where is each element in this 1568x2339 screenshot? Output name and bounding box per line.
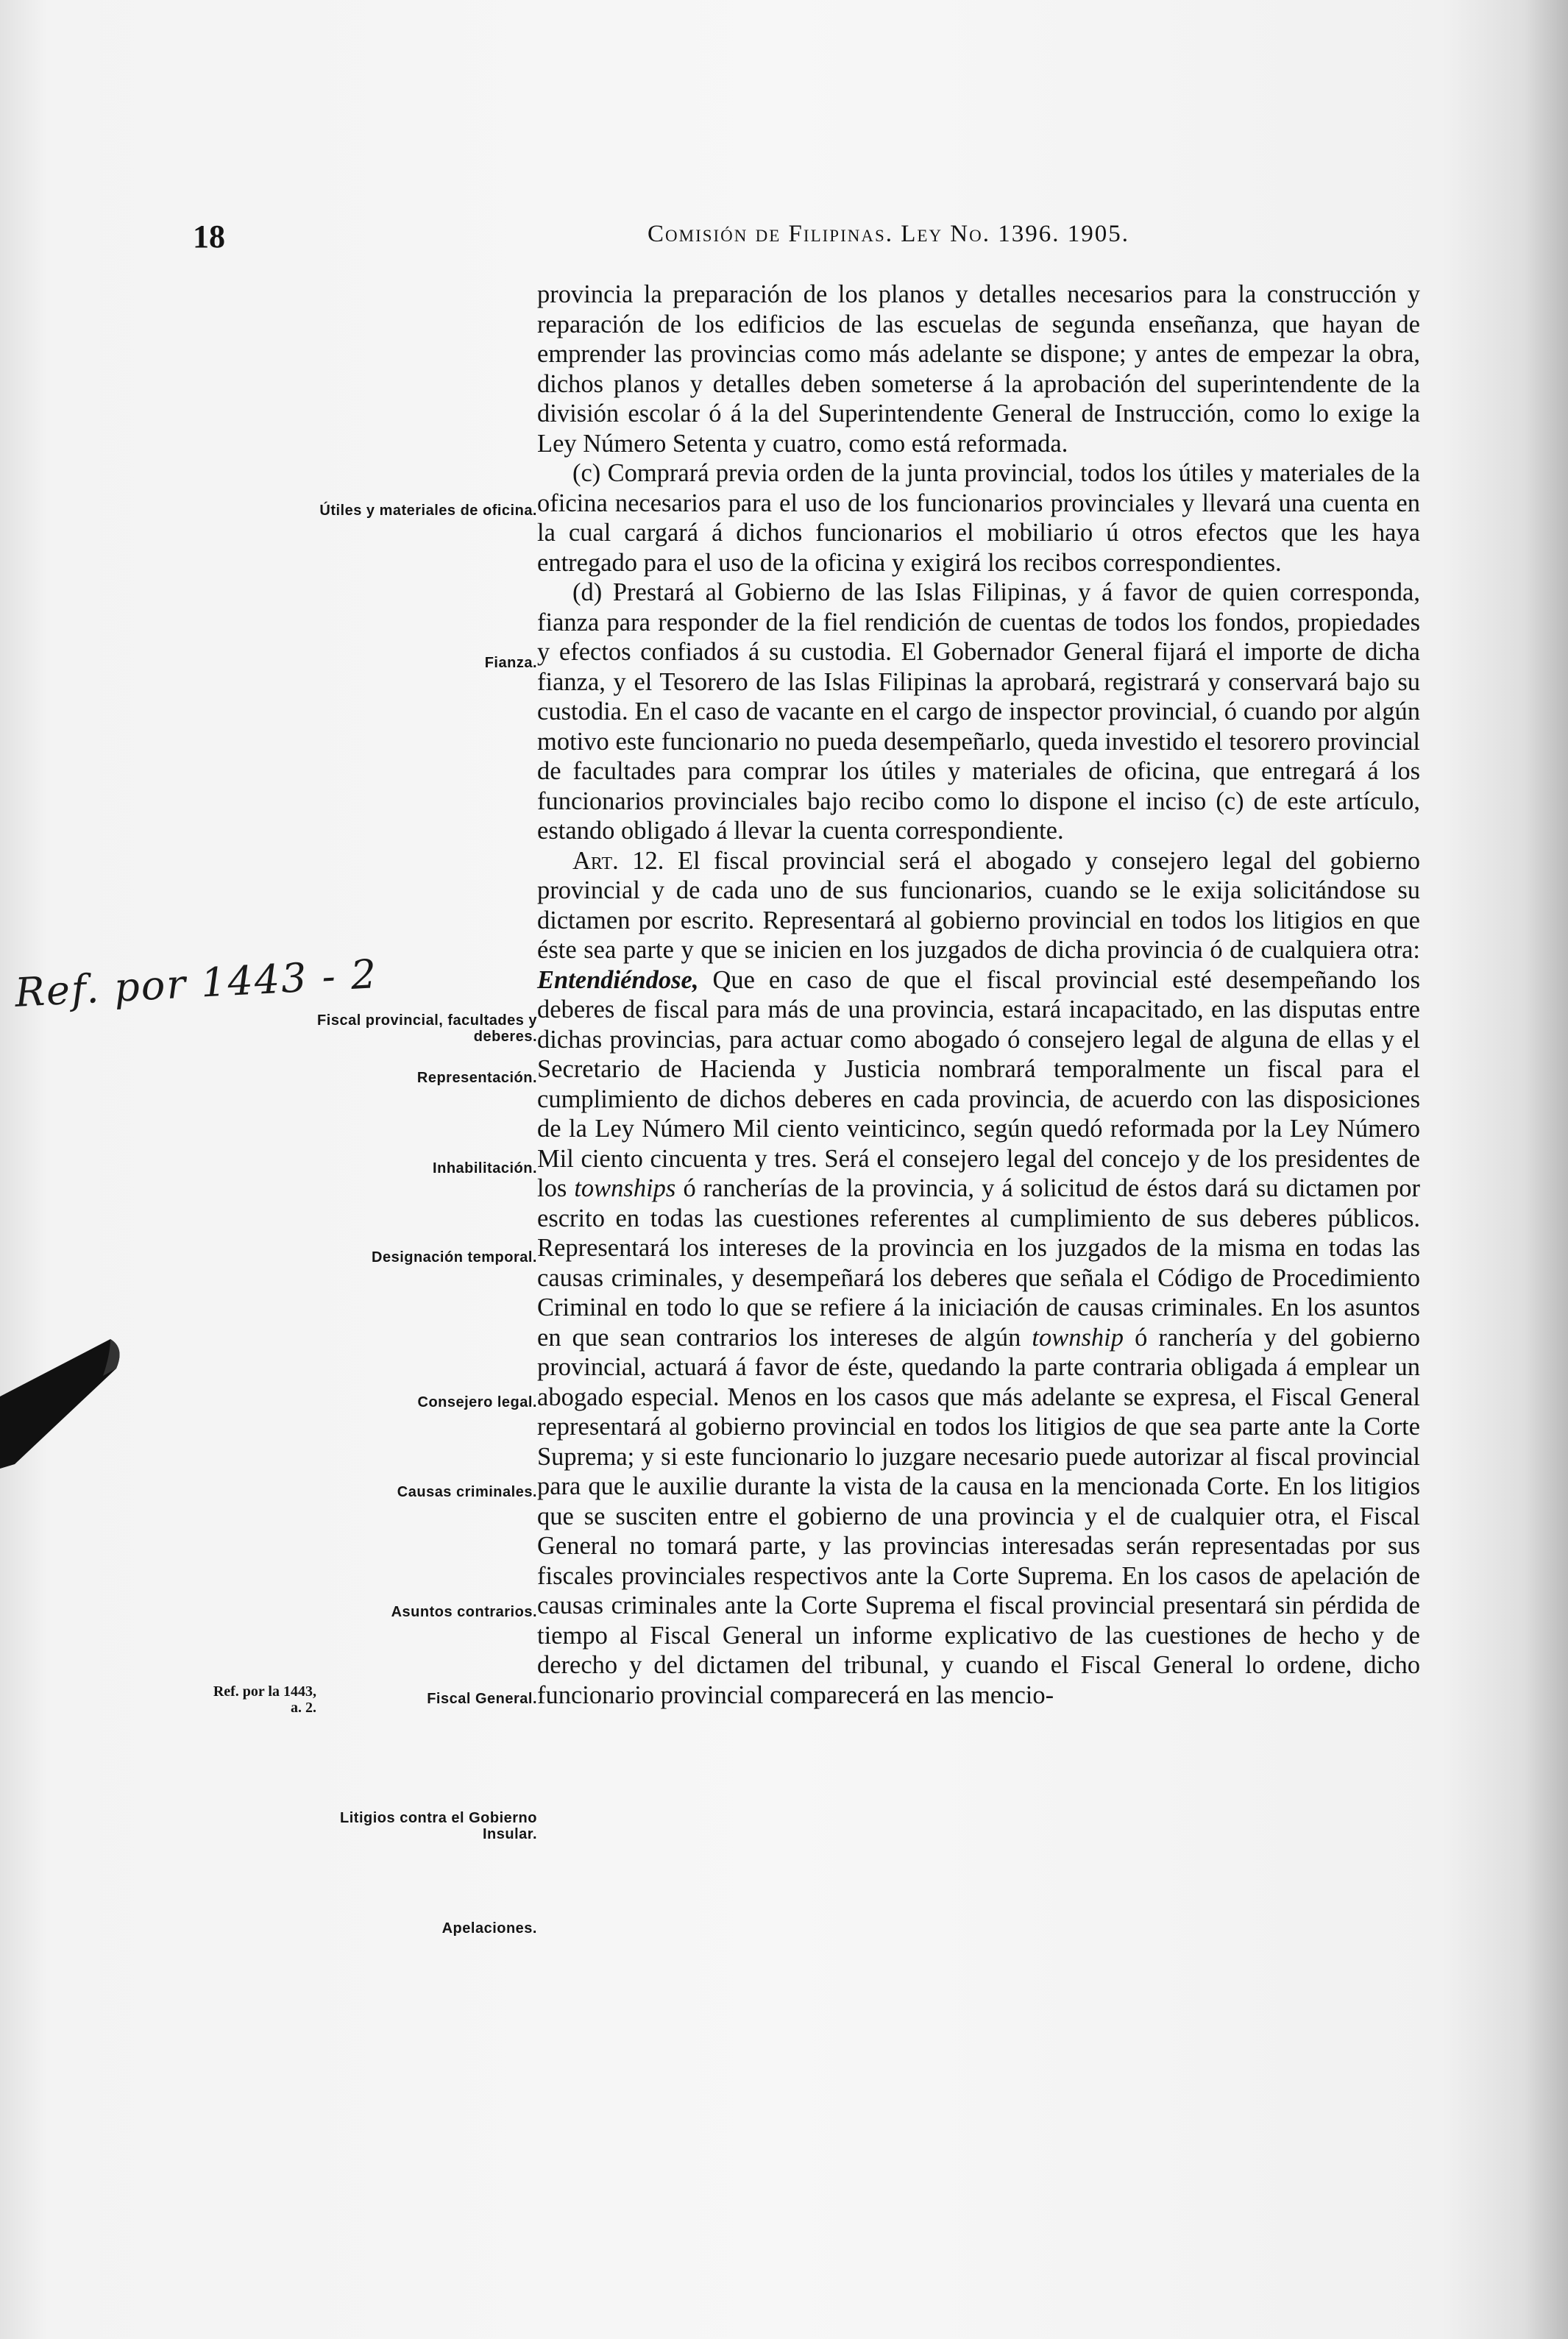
margin-note-representacion: Representación. bbox=[416, 1070, 537, 1086]
handwritten-annotation: Ref. por 1443 - 2 bbox=[13, 951, 379, 1016]
running-head: Comisión de Filipinas. Ley No. 1396. 1905. bbox=[648, 221, 1130, 247]
pen-tip-shadow bbox=[0, 1339, 125, 1486]
margin-note-litigios: Litigios contra el Gobierno Insular. bbox=[340, 1810, 537, 1842]
margin-note-utiles: Útiles y materiales de oficina. bbox=[319, 503, 537, 519]
article-text-c: ó rancherías de la provincia, y á solicitud de éstos dará su dictamen por escrito en todas las cuestiones referentes al cumplimiento de sus deberes públicos. Representará los intereses de la provincia en los juzgados de la misma en todas las causas criminales, y desempeñará los deberes que señala el Código de Procedimiento Criminal en todo lo que se refiere á la iniciación de causas criminales. En los asuntos en que sean contrarios los intereses de algún bbox=[537, 1174, 1420, 1352]
body-text bbox=[537, 280, 1420, 1710]
margin-note-causas: Causas criminales. bbox=[397, 1484, 537, 1500]
emphasis-township: township bbox=[1032, 1323, 1124, 1352]
margin-note-inhabilitacion: Inhabilitación. bbox=[433, 1160, 537, 1176]
margin-note-fianza: Fianza. bbox=[484, 655, 537, 671]
margin-note-consejero: Consejero legal. bbox=[417, 1394, 537, 1410]
margin-note-fiscal-general: Fiscal General. bbox=[427, 1691, 537, 1707]
paragraph-continuation: provincia la preparación de los planos y detalles necesarios para la construcción y reparación de los edificios de las escuelas de segunda enseñanza, que hayan de emprender las provincias como más adelante se dispone; y antes de empezar la obra, dichos planos y detalles deben someterse á la aprobación del superintendente de la división escolar ó á la del Superintendente General de Instrucción, como lo exige la Ley Número Setenta y cuatro, como está reformada. bbox=[537, 280, 1420, 458]
reference-note: Ref. por la 1443, a. 2. bbox=[213, 1683, 316, 1716]
article-text-d: ó ranchería y del gobierno provincial, actuará á favor de éste, quedando la parte contraria obligada á emplear un abogado especial. Menos en los casos que más adelante se expresa, el Fiscal General representará al gobierno provincial en todos los litigios de que sea parte ante la Corte Suprema; y si este funcionario lo juzgare necesario puede autorizar al fiscal provincial para que le auxilie durante la vista de la causa en la mencionada Corte. En los litigios que se susciten entre el gobierno de una provincia y el de cualquier otra, el Fiscal General no tomará parte, y las provincias interesadas serán representadas por sus fiscales provinciales respectivos ante la Corte Suprema. En los casos de apelación de causas criminales ante la Corte Suprema el fiscal provincial presentará sin pérdida de tiempo al Fiscal General un informe explicativo de las cuestiones de hecho y de derecho y del dictamen del tribunal, y cuando el Fiscal General lo ordene, dicho funcionario provincial comparecerá en las mencio- bbox=[537, 1323, 1420, 1709]
article-text-a: El fiscal provincial será el abogado y consejero legal del gobierno provincial y de cada uno de sus funcionarios, cuando se le exija solicitándose su dictamen por escrito. Representará al gobierno provincial en todos los litigios en que éste sea parte y que se inicien en los juzgados de dicha provincia ó de cualquiera otra: bbox=[537, 846, 1420, 964]
margin-note-asuntos: Asuntos contrarios. bbox=[391, 1604, 537, 1620]
margin-note-apelaciones: Apelaciones. bbox=[441, 1920, 537, 1937]
page-number: 18 bbox=[193, 219, 225, 255]
emphasis-entendiendose: Entendiéndose, bbox=[537, 965, 699, 994]
margin-note-fiscal-provincial: Fiscal provincial, facultades y deberes. bbox=[317, 1012, 537, 1045]
margin-note-designacion: Designación temporal. bbox=[372, 1249, 537, 1266]
article-text-b: Que en caso de que el fiscal provincial esté desempeñando los deberes de fiscal para más de una provincia, estará incapacitado, en las disputas entre dichas provincias, para actuar como abogado ó consejero legal de alguna de ellas y el Secretario de Hacienda y Justicia nombrará temporalmente un fiscal para el cumplimiento de dichos deberes en cada provincia, de acuerdo con las disposiciones de la Ley Número Mil ciento veinticinco, según quedó reformada por la Ley Número Mil ciento cincuenta y tres. Será el consejero legal del concejo y de los presidentes de los bbox=[537, 965, 1421, 1202]
emphasis-townships: townships bbox=[574, 1174, 676, 1202]
paragraph-art-12 bbox=[537, 846, 1420, 1711]
article-number: Art. 12. bbox=[572, 846, 664, 875]
paragraph-c: (c) Comprará previa orden de la junta provincial, todos los útiles y materiales de la oficina necesarios para el uso de los funcionarios provinciales y llevará una cuenta en la cual cargará á dichos funcionarios el mobiliario ú otros efectos que les haya entregado para el uso de la oficina y exigirá los recibos correspondientes. bbox=[537, 459, 1420, 577]
page-edge-shadow bbox=[1524, 0, 1568, 2339]
paragraph-d: (d) Prestará al Gobierno de las Islas Filipinas, y á favor de quien corresponda, fianza para responder de la fiel rendición de cuentas de todos los fondos, propiedades y efectos confiados á su custodia. El Gobernador General fijará el importe de dicha fianza, y el Tesorero de las Islas Filipinas la aprobará, registrará y conservará bajo su custodia. En el caso de vacante en el cargo de inspector provincial, ó cuando por algún motivo este funcionario no pueda desempeñarlo, queda investido el tesorero provincial de facultades para comprar los útiles y materiales de oficina, que entregará á los funcionarios provinciales bajo recibo como lo dispone el inciso (c) de este artículo, estando obligado á llevar la cuenta correspondiente. bbox=[537, 578, 1420, 845]
